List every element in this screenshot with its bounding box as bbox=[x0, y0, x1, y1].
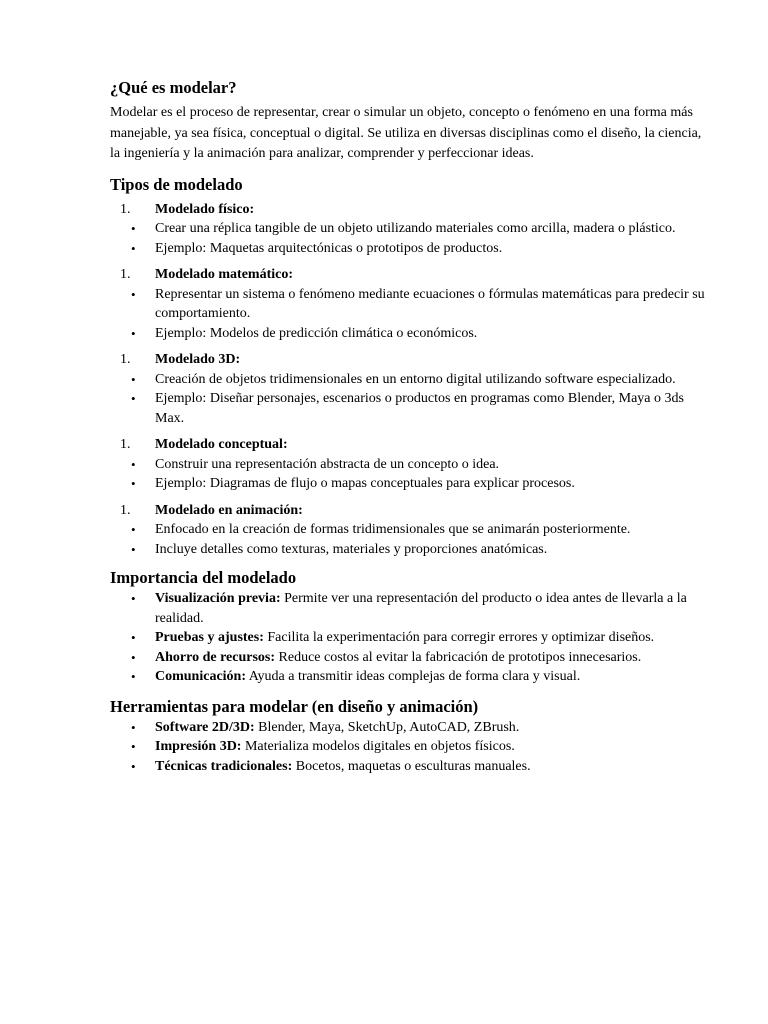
list-item bbox=[110, 757, 710, 777]
list-item-text: Reduce costos al evitar la fabricación de prototipos innecesarios. bbox=[275, 649, 642, 665]
list-item-text: Construir una representación abstracta de un concepto o idea. bbox=[155, 456, 500, 472]
bullet-icon: • bbox=[131, 371, 136, 387]
list-item bbox=[110, 540, 710, 560]
list-number: 1. bbox=[120, 201, 131, 217]
list-item-text: Ejemplo: Diseñar personajes, escenarios o productos en programas como Blender, Maya o 3ds Max. bbox=[155, 391, 684, 426]
list-item bbox=[110, 324, 710, 344]
list-item-label: Impresión 3D: bbox=[155, 739, 242, 754]
list-item bbox=[110, 455, 710, 475]
bullet-icon: • bbox=[131, 719, 136, 735]
list-item bbox=[110, 474, 710, 494]
list-item bbox=[110, 667, 710, 687]
type-item-bullets bbox=[110, 370, 710, 429]
list-item-text: Enfocado en la creación de formas tridimensionales que se animarán posteriormente. bbox=[155, 522, 631, 537]
type-item-bullets bbox=[110, 285, 710, 344]
type-item-title: Modelado en animación: bbox=[155, 502, 303, 518]
list-item-label: Ahorro de recursos: bbox=[155, 649, 276, 665]
type-item bbox=[110, 435, 710, 494]
list-item-label: Técnicas tradicionales: bbox=[155, 758, 293, 774]
heading-types: Tipos de modelado bbox=[110, 174, 243, 194]
bullet-icon: • bbox=[131, 758, 136, 774]
type-item-header bbox=[110, 265, 710, 285]
list-item bbox=[110, 648, 710, 668]
list-item-text: Ejemplo: Diagramas de flujo o mapas conceptuales para explicar procesos. bbox=[155, 476, 575, 491]
type-item-header bbox=[110, 501, 710, 521]
type-item-header bbox=[110, 350, 710, 370]
bullet-icon: • bbox=[131, 476, 136, 491]
heading-tools: Herramientas para modelar (en diseño y animación) bbox=[110, 696, 479, 716]
bullet-icon: • bbox=[131, 240, 136, 256]
list-item bbox=[110, 718, 710, 738]
list-item-text: Creación de objetos tridimensionales en un entorno digital utilizando software especializado. bbox=[155, 371, 676, 387]
list-item-label: Pruebas y ajustes: bbox=[155, 630, 264, 645]
list-item-text: Facilita la experimentación para corregir errores y optimizar diseños. bbox=[263, 630, 655, 645]
heading-importance: Importancia del modelado bbox=[110, 568, 297, 587]
list-item bbox=[110, 219, 710, 239]
bullet-icon: • bbox=[131, 739, 136, 754]
bullet-icon: • bbox=[131, 541, 136, 557]
bullet-icon: • bbox=[131, 286, 136, 302]
list-item-text: Incluye detalles como texturas, materiales y proporciones anatómicas. bbox=[155, 541, 548, 557]
importance-list bbox=[110, 589, 710, 687]
list-item bbox=[110, 628, 710, 648]
type-item-title: Modelado matemático: bbox=[155, 267, 294, 282]
list-item-text: Bocetos, maquetas o esculturas manuales. bbox=[292, 758, 531, 774]
tools-list bbox=[110, 718, 710, 777]
list-item bbox=[110, 285, 710, 324]
bullet-icon: • bbox=[131, 391, 136, 406]
type-item bbox=[110, 501, 710, 560]
bullet-icon: • bbox=[131, 630, 136, 645]
heading-what-is-modeling: ¿Qué es modelar? bbox=[110, 78, 237, 97]
list-item bbox=[110, 370, 710, 390]
type-item-bullets bbox=[110, 219, 710, 258]
bullet-icon: • bbox=[131, 591, 136, 606]
list-item-text: Permite ver una representación del producto o idea antes de llevarla a la realidad. bbox=[155, 591, 687, 626]
list-item-text: Materializa modelos digitales en objetos físicos. bbox=[241, 739, 515, 754]
list-item-text: Blender, Maya, SketchUp, AutoCAD, ZBrush. bbox=[254, 719, 520, 735]
list-number: 1. bbox=[120, 437, 131, 452]
type-item-title: Modelado conceptual: bbox=[155, 437, 288, 452]
list-item bbox=[110, 589, 710, 628]
list-number: 1. bbox=[120, 267, 131, 282]
list-number: 1. bbox=[120, 502, 131, 518]
type-item-title: Modelado físico: bbox=[155, 201, 255, 217]
list-item-text: Ejemplo: Modelos de predicción climática o económicos. bbox=[155, 325, 478, 341]
list-number: 1. bbox=[120, 352, 131, 367]
list-item-label: Visualización previa: bbox=[155, 591, 281, 606]
list-item-text: Ejemplo: Maquetas arquitectónicas o prototipos de productos. bbox=[155, 240, 503, 256]
bullet-icon: • bbox=[131, 221, 136, 236]
type-item-bullets bbox=[110, 520, 710, 559]
bullet-icon: • bbox=[131, 669, 136, 684]
type-item-title: Modelado 3D: bbox=[155, 352, 241, 367]
intro-paragraph: Modelar es el proceso de representar, crear o simular un objeto, concepto o fenómeno en una forma más manejable, ya sea física, conceptual o digital. Se utiliza en diversas disciplinas como el diseño, la ciencia, la ingeniería y la animación para analizar, comprender y perfeccionar ideas. bbox=[110, 105, 702, 161]
list-item bbox=[110, 239, 710, 259]
list-item-text: Ayuda a transmitir ideas complejas de forma clara y visual. bbox=[246, 669, 581, 684]
type-item-bullets bbox=[110, 455, 710, 494]
list-item-label: Software 2D/3D: bbox=[155, 719, 255, 735]
type-item-header bbox=[110, 200, 710, 220]
types-list bbox=[110, 200, 710, 560]
type-item-header bbox=[110, 435, 710, 455]
bullet-icon: • bbox=[131, 649, 136, 665]
list-item-label: Comunicación: bbox=[155, 669, 246, 684]
list-item-text: Representar un sistema o fenómeno mediante ecuaciones o fórmulas matemáticas para predecir su comportamiento. bbox=[155, 286, 705, 321]
bullet-icon: • bbox=[131, 522, 136, 537]
bullet-icon: • bbox=[131, 456, 136, 472]
list-item bbox=[110, 389, 710, 428]
list-item bbox=[110, 737, 710, 757]
type-item bbox=[110, 200, 710, 259]
bullet-icon: • bbox=[131, 325, 136, 341]
list-item-text: Crear una réplica tangible de un objeto utilizando materiales como arcilla, madera o plástico. bbox=[155, 221, 676, 236]
type-item bbox=[110, 265, 710, 343]
list-item bbox=[110, 520, 710, 540]
type-item bbox=[110, 350, 710, 428]
document-body bbox=[110, 77, 710, 776]
